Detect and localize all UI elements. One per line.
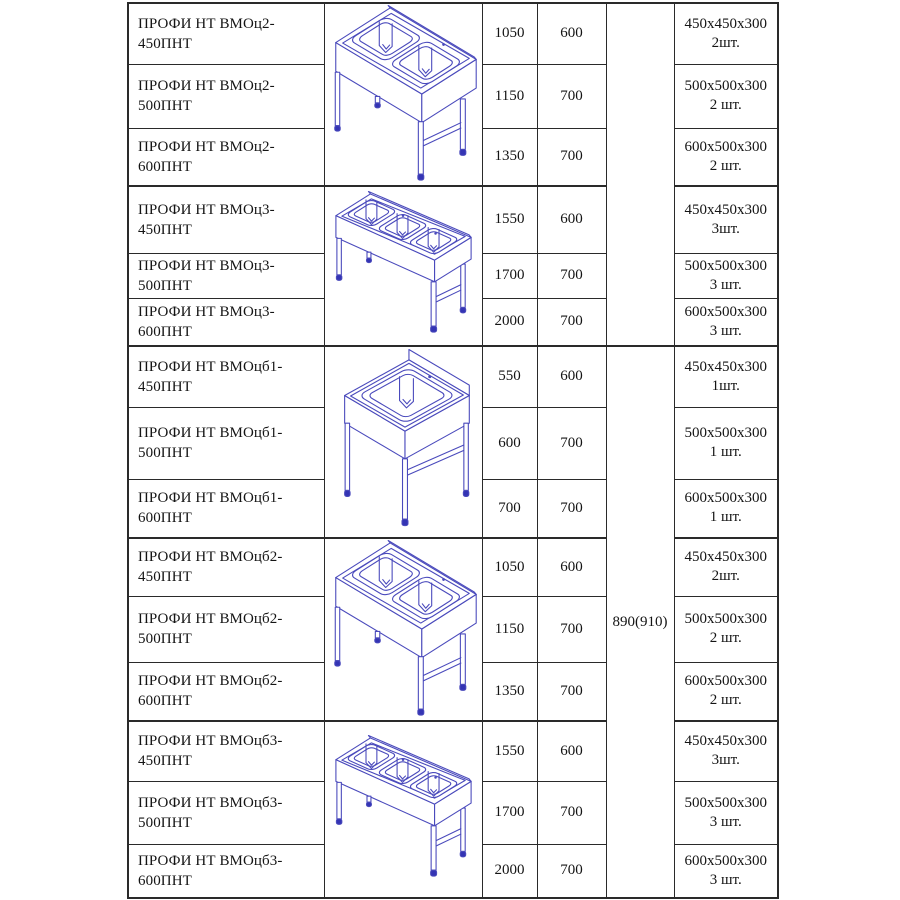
bowl-dimensions: 600x500x300	[684, 490, 767, 507]
bowl-quantity: 1 шт.	[709, 509, 742, 526]
three-bowl-sink-drawing	[325, 191, 483, 341]
depth-cell: 600	[537, 3, 606, 64]
table-row	[128, 538, 778, 596]
sink-drawing-cell	[324, 721, 482, 898]
width-cell: 1050	[482, 538, 537, 596]
depth-cell: 700	[537, 64, 606, 128]
product-name-line2: 450ПНТ	[138, 378, 192, 395]
sink-drawing-cell	[324, 3, 482, 186]
product-name-line1: ПРОФИ НТ ВМОц3-	[138, 201, 275, 218]
bowl-dimensions: 450x450x300	[684, 15, 767, 32]
sink-drawing-cell	[324, 346, 482, 538]
bowl-size-cell	[674, 3, 778, 64]
bowl-size-cell	[674, 596, 778, 662]
width-cell: 1050	[482, 3, 537, 64]
one-bowl-sink-drawing	[325, 349, 483, 535]
depth-cell: 600	[537, 538, 606, 596]
width-cell: 600	[482, 407, 537, 479]
bowl-dimensions: 600x500x300	[684, 303, 767, 320]
bowl-size-cell	[674, 64, 778, 128]
bowl-quantity: 3 шт.	[709, 871, 742, 888]
product-name-cell	[128, 781, 324, 844]
bowl-size-cell	[674, 407, 778, 479]
table-row	[128, 721, 778, 781]
depth-cell: 600	[537, 186, 606, 253]
width-cell: 550	[482, 346, 537, 407]
bowl-size-cell	[674, 721, 778, 781]
width-cell: 2000	[482, 298, 537, 346]
product-name-cell	[128, 3, 324, 64]
product-name-cell	[128, 596, 324, 662]
bowl-size-cell	[674, 128, 778, 186]
bowl-size-cell	[674, 346, 778, 407]
three-bowl-sink-drawing	[325, 735, 483, 885]
product-name-cell	[128, 298, 324, 346]
product-name-line2: 450ПНТ	[138, 569, 192, 586]
table-row	[128, 346, 778, 407]
width-cell: 1350	[482, 128, 537, 186]
product-name-line1: ПРОФИ НТ ВМОцб2-	[138, 549, 283, 566]
sink-drawing-cell	[324, 538, 482, 721]
depth-cell: 600	[537, 346, 606, 407]
product-name-line1: ПРОФИ НТ ВМОцб1-	[138, 358, 283, 375]
product-name-line1: ПРОФИ НТ ВМОц2-	[138, 15, 275, 32]
product-name-line2: 500ПНТ	[138, 631, 192, 647]
product-name-line1: ПРОФИ НТ ВМОцб2-	[138, 611, 283, 627]
product-name-cell	[128, 538, 324, 596]
product-name-cell	[128, 844, 324, 898]
depth-cell: 700	[537, 479, 606, 538]
catalog-table-page	[127, 2, 779, 899]
bowl-quantity: 2шт.	[711, 568, 740, 585]
bowl-quantity: 3 шт.	[709, 276, 742, 293]
bowl-dimensions: 500x500x300	[684, 611, 767, 627]
width-cell: 1550	[482, 721, 537, 781]
product-name-line1: ПРОФИ НТ ВМОцб1-	[138, 490, 283, 507]
bowl-size-cell	[674, 298, 778, 346]
bowl-quantity: 2 шт.	[709, 157, 742, 174]
depth-cell: 700	[537, 253, 606, 298]
bowl-quantity: 2 шт.	[709, 630, 742, 646]
bowl-size-cell	[674, 781, 778, 844]
product-name-cell	[128, 253, 324, 298]
product-name-line2: 450ПНТ	[138, 753, 192, 770]
bowl-dimensions: 500x500x300	[684, 78, 767, 94]
bowl-size-cell	[674, 253, 778, 298]
product-name-line1: ПРОФИ НТ ВМОц2-	[138, 138, 275, 155]
product-name-cell	[128, 346, 324, 407]
product-name-line2: 600ПНТ	[138, 872, 192, 889]
bowl-quantity: 3 шт.	[709, 322, 742, 339]
bowl-dimensions: 500x500x300	[684, 794, 767, 811]
bowl-dimensions: 500x500x300	[684, 257, 767, 274]
product-name-line1: ПРОФИ НТ ВМОцб2-	[138, 673, 283, 690]
bowl-size-cell	[674, 844, 778, 898]
product-name-line2: 500ПНТ	[138, 445, 192, 461]
bowl-dimensions: 600x500x300	[684, 673, 767, 690]
product-name-line2: 600ПНТ	[138, 510, 192, 527]
width-cell: 700	[482, 479, 537, 538]
product-name-cell	[128, 662, 324, 721]
depth-cell: 700	[537, 844, 606, 898]
bowl-quantity: 2шт.	[711, 34, 740, 51]
width-cell: 1350	[482, 662, 537, 721]
width-cell: 1700	[482, 253, 537, 298]
depth-cell: 700	[537, 596, 606, 662]
product-name-line2: 500ПНТ	[138, 98, 192, 114]
product-name-cell	[128, 186, 324, 253]
sink-drawing-cell	[324, 186, 482, 346]
depth-cell: 600	[537, 721, 606, 781]
product-name-line1: ПРОФИ НТ ВМОц3-	[138, 257, 275, 274]
bowl-quantity: 2 шт.	[709, 97, 742, 113]
bowl-dimensions: 600x500x300	[684, 138, 767, 155]
product-name-line2: 500ПНТ	[138, 277, 192, 294]
product-name-line2: 500ПНТ	[138, 814, 192, 831]
bowl-dimensions: 450x450x300	[684, 549, 767, 566]
depth-cell: 700	[537, 128, 606, 186]
bowl-quantity: 1 шт.	[709, 444, 742, 460]
product-name-line1: ПРОФИ НТ ВМОцб3-	[138, 733, 283, 750]
bowl-size-cell	[674, 538, 778, 596]
bowl-dimensions: 450x450x300	[684, 201, 767, 218]
height-cell-upper-blank	[606, 3, 674, 346]
two-bowl-sink-drawing	[325, 540, 483, 719]
bowl-quantity: 3шт.	[711, 752, 740, 769]
bowl-quantity: 1шт.	[711, 377, 740, 394]
two-bowl-sink-drawing	[325, 5, 483, 184]
depth-cell: 700	[537, 407, 606, 479]
product-name-line1: ПРОФИ НТ ВМОцб3-	[138, 794, 283, 811]
bowl-quantity: 3шт.	[711, 220, 740, 237]
product-name-line2: 600ПНТ	[138, 693, 192, 710]
product-name-cell	[128, 721, 324, 781]
bowl-size-cell	[674, 479, 778, 538]
table-row	[128, 186, 778, 253]
width-cell: 1150	[482, 64, 537, 128]
product-name-line2: 600ПНТ	[138, 158, 192, 175]
product-name-cell	[128, 407, 324, 479]
product-name-line1: ПРОФИ НТ ВМОцб3-	[138, 852, 283, 869]
depth-cell: 700	[537, 298, 606, 346]
product-name-line2: 600ПНТ	[138, 323, 192, 340]
product-name-cell	[128, 479, 324, 538]
product-name-line1: ПРОФИ НТ ВМОц2-	[138, 78, 275, 94]
bowl-dimensions: 450x450x300	[684, 733, 767, 750]
product-name-cell	[128, 128, 324, 186]
product-name-cell	[128, 64, 324, 128]
product-name-line1: ПРОФИ НТ ВМОцб1-	[138, 425, 283, 441]
bowl-dimensions: 450x450x300	[684, 358, 767, 375]
height-cell: 890(910)	[606, 346, 674, 898]
product-name-line1: ПРОФИ НТ ВМОц3-	[138, 303, 275, 320]
bowl-size-cell	[674, 662, 778, 721]
width-cell: 1700	[482, 781, 537, 844]
product-name-line2: 450ПНТ	[138, 221, 192, 238]
width-cell: 1150	[482, 596, 537, 662]
depth-cell: 700	[537, 662, 606, 721]
bowl-dimensions: 500x500x300	[684, 425, 767, 441]
product-name-line2: 450ПНТ	[138, 35, 192, 52]
width-cell: 2000	[482, 844, 537, 898]
table-row	[128, 3, 778, 64]
bowl-dimensions: 600x500x300	[684, 852, 767, 869]
width-cell: 1550	[482, 186, 537, 253]
product-spec-table	[127, 2, 779, 899]
bowl-quantity: 3 шт.	[709, 813, 742, 830]
depth-cell: 700	[537, 781, 606, 844]
bowl-quantity: 2 шт.	[709, 692, 742, 709]
bowl-size-cell	[674, 186, 778, 253]
